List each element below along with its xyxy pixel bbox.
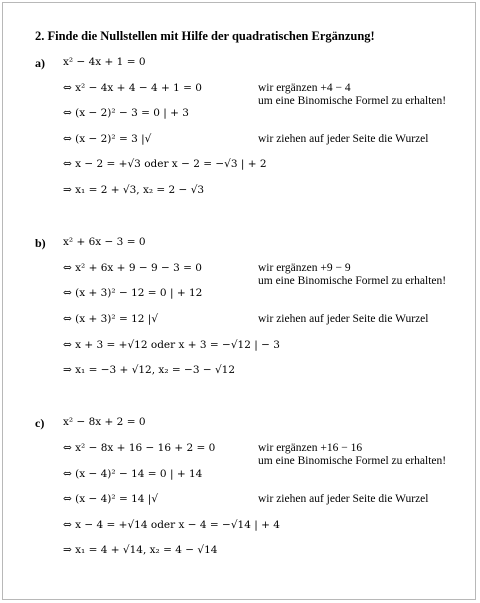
problem-equation: x² − 8x + 2 = 0 — [63, 416, 146, 428]
note-binomial: um eine Binomische Formel zu erhalten! — [258, 275, 447, 287]
solution-step: ⇔ (x − 2)² − 3 = 0 | + 3 — [63, 107, 189, 119]
solution-step: ⇔ x − 4 = +√14 oder x − 4 = −√14 | + 4 — [63, 519, 280, 531]
solution-step: ⇔ x² − 4x + 4 − 4 + 1 = 0 — [63, 82, 202, 94]
solution-step: ⇔ (x + 3)² = 12 |√ — [63, 313, 159, 325]
note-completion: wir ergänzen +4 − 4 — [258, 82, 351, 94]
solution-result: ⇒ x₁ = −3 + √12, x₂ = −3 − √12 — [63, 364, 236, 376]
problem-label: a) — [35, 56, 45, 70]
solution-step: ⇔ (x − 4)² − 14 = 0 | + 14 — [63, 468, 203, 480]
worksheet-page — [2, 2, 476, 600]
note-completion: wir ergänzen +16 − 16 — [258, 442, 363, 454]
note-binomial: um eine Binomische Formel zu erhalten! — [258, 95, 447, 107]
solution-step: ⇔ (x − 2)² = 3 |√ — [63, 133, 152, 145]
note-square-root: wir ziehen auf jeder Seite die Wurzel — [258, 133, 429, 145]
note-square-root: wir ziehen auf jeder Seite die Wurzel — [258, 493, 429, 505]
problem-label: b) — [35, 236, 46, 250]
solution-step: ⇔ x − 2 = +√3 oder x − 2 = −√3 | + 2 — [63, 158, 267, 170]
solution-step: ⇔ (x − 4)² = 14 |√ — [63, 493, 159, 505]
problem-equation: x² − 4x + 1 = 0 — [63, 56, 146, 68]
solution-step: ⇔ x + 3 = +√12 oder x + 3 = −√12 | − 3 — [63, 339, 280, 351]
note-binomial: um eine Binomische Formel zu erhalten! — [258, 455, 447, 467]
solution-step: ⇔ (x + 3)² − 12 = 0 | + 12 — [63, 287, 203, 299]
note-square-root: wir ziehen auf jeder Seite die Wurzel — [258, 313, 429, 325]
note-completion: wir ergänzen +9 − 9 — [258, 262, 351, 274]
solution-step: ⇔ x² − 8x + 16 − 16 + 2 = 0 — [63, 442, 216, 454]
solution-result: ⇒ x₁ = 4 + √14, x₂ = 4 − √14 — [63, 544, 218, 556]
problem-equation: x² + 6x − 3 = 0 — [63, 236, 146, 248]
solution-result: ⇒ x₁ = 2 + √3, x₂ = 2 − √3 — [63, 184, 205, 196]
solution-step: ⇔ x² + 6x + 9 − 9 − 3 = 0 — [63, 262, 202, 274]
problem-label: c) — [35, 416, 45, 430]
exercise-title: 2. Finde die Nullstellen mit Hilfe der quadratischen Ergänzung! — [35, 29, 375, 43]
